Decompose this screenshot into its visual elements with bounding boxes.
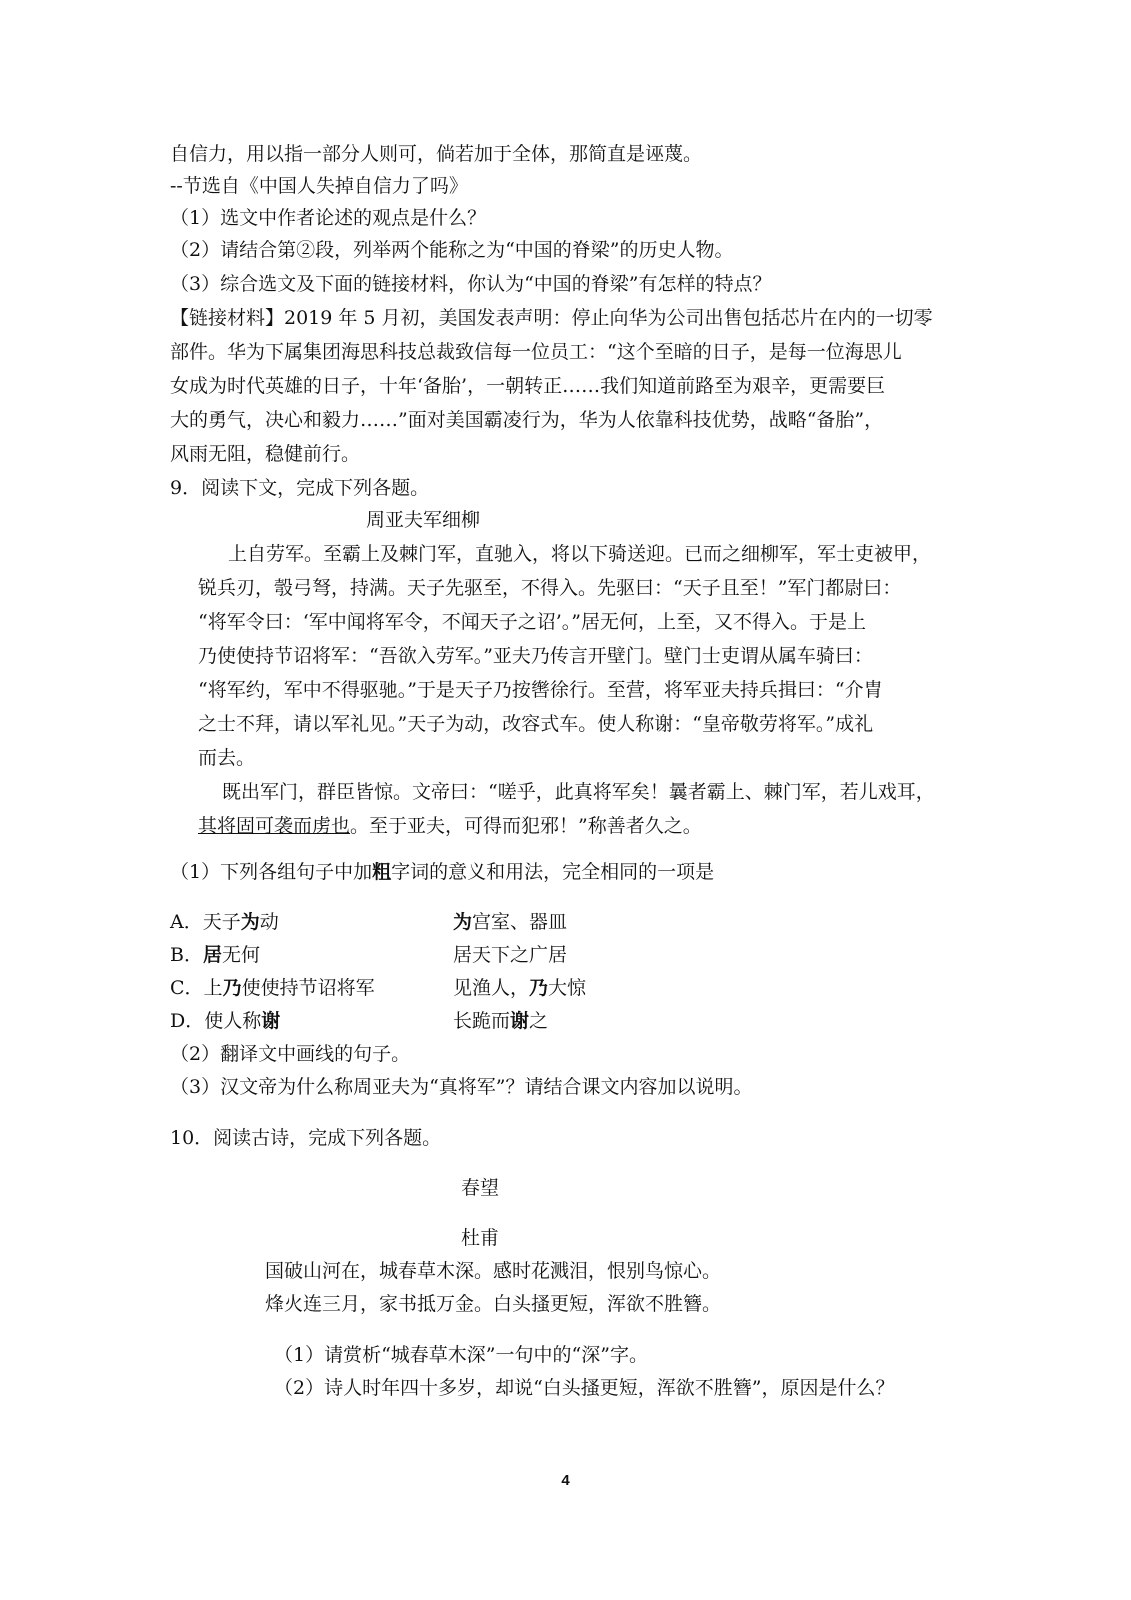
passage-line: “将军令曰：‘军中闻将军令，不闻天子之诏’。”居无何，上至，又不得入。于是上: [198, 611, 867, 633]
poem-line: 烽火连三月，家书抵万金。白头搔更短，浑欲不胜簪。: [265, 1293, 722, 1315]
option-label: C．: [170, 977, 204, 999]
underlined-sentence: 其将固可袭而虏也: [198, 815, 351, 837]
link-material-line: 【链接材料】2019 年 5 月初，美国发表声明：停止向华为公司出售包括芯片在内的一切零: [170, 307, 933, 329]
bold-word: 谢: [510, 1010, 530, 1032]
option-text: 无何: [221, 944, 260, 966]
question-10-1: （1）请赏析“城春草木深”一句中的“深”字。: [274, 1344, 648, 1366]
question-10-heading: 10．阅读古诗，完成下列各题。: [170, 1127, 442, 1149]
bold-word: 乃: [222, 977, 242, 999]
passage-line: 锐兵刃，彀弓弩，持满。天子先驱至，不得入。先驱曰：“天子且至！”军门都尉曰：: [198, 577, 902, 599]
option-text: 上: [203, 977, 223, 999]
option-b: [170, 943, 260, 967]
bold-word: 居: [202, 944, 222, 966]
option-text: 见渔人，: [453, 977, 530, 999]
source-line: --节选自《中国人失掉自信力了吗》: [170, 175, 468, 197]
option-a-compare: [453, 910, 567, 934]
question-9-2: （2）翻译文中画线的句子。: [170, 1043, 411, 1065]
bold-marker: 粗: [372, 861, 392, 883]
passage-line: 之士不拜，请以军礼见。”天子为动，改容式车。使人称谢：“皇帝敬劳将军。”成礼: [198, 713, 874, 735]
link-material-line: 大的勇气，决心和毅力……”面对美国霸凌行为，华为人依靠科技优势，战略“备胎”，: [170, 409, 884, 431]
option-d-compare: [453, 1009, 548, 1033]
option-text: 居天下之广居: [453, 944, 568, 966]
question-8-1: （1）选文中作者论述的观点是什么？: [170, 207, 487, 229]
bold-word: 乃: [529, 977, 549, 999]
option-text: 天子: [202, 911, 241, 933]
link-material-line: 部件。华为下属集团海思科技总裁致信每一位员工：“这个至暗的日子，是每一位海思儿: [170, 341, 902, 363]
link-material-line: 女成为时代英雄的日子，十年‘备胎’，一朝转正……我们知道前路至为艰辛，更需要巨: [170, 375, 886, 397]
poem-author: 杜甫: [461, 1227, 500, 1249]
option-text: 大惊: [548, 977, 587, 999]
passage-line: [198, 814, 702, 838]
option-c-compare: [453, 976, 586, 1000]
option-label: A．: [170, 911, 203, 933]
poem-line: 国破山河在，城春草木深。感时花溅泪，恨别鸟惊心。: [265, 1260, 722, 1282]
text-line: 自信力，用以指一部分人则可，倘若加于全体，那简直是诬蔑。: [170, 143, 703, 165]
bold-word: 谢: [261, 1010, 281, 1032]
passage-line: 乃使使持节诏将军：“吾欲入劳军。”亚夫乃传言开壁门。壁门士吏谓从属车骑曰：: [198, 645, 873, 667]
question-9-1: [170, 860, 714, 884]
passage-line: 既出军门，群臣皆惊。文帝曰：“嗟乎，此真将军矣！曩者霸上、棘门军，若儿戏耳，: [222, 781, 935, 803]
option-b-compare: [453, 943, 567, 967]
passage-line: 上自劳军。至霸上及棘门军，直驰入，将以下骑送迎。已而之细柳军，军士吏被甲，: [228, 543, 932, 565]
option-text: 宫室、器皿: [472, 911, 568, 933]
option-d: [170, 1009, 280, 1033]
question-9-3: （3）汉文帝为什么称周亚夫为“真将军”？请结合课文内容加以说明。: [170, 1076, 753, 1098]
passage-title: 周亚夫军细柳: [366, 509, 481, 531]
page-number: 4: [561, 1472, 570, 1489]
question-8-3: （3）综合选文及下面的链接材料，你认为“中国的脊梁”有怎样的特点？: [170, 273, 772, 295]
option-text: 使使持节诏将军: [241, 977, 375, 999]
bold-word: 为: [240, 911, 260, 933]
passage-text: 。至于亚夫，可得而犯邪！”称善者久之。: [350, 815, 702, 837]
question-text: （1）下列各组句子中加: [170, 861, 373, 883]
bold-word: 为: [453, 911, 473, 933]
question-10-2: （2）诗人时年四十多岁，却说“白头搔更短，浑欲不胜簪”，原因是什么？: [274, 1377, 895, 1399]
poem-title: 春望: [461, 1177, 500, 1199]
option-a: [170, 910, 279, 934]
option-text: 之: [529, 1010, 549, 1032]
option-text: 动: [259, 911, 279, 933]
option-label: D．: [170, 1010, 205, 1032]
option-text: 长跪而: [453, 1010, 511, 1032]
option-c: [170, 976, 375, 1000]
link-material-line: 风雨无阻，稳健前行。: [170, 443, 361, 465]
passage-line: 而去。: [198, 747, 256, 769]
question-8-2: （2）请结合第②段，列举两个能称之为“中国的脊梁”的历史人物。: [170, 239, 734, 261]
question-text: 字词的意义和用法，完全相同的一项是: [391, 861, 715, 883]
option-text: 使人称: [204, 1010, 262, 1032]
option-label: B．: [170, 944, 203, 966]
question-9-heading: 9．阅读下文，完成下列各题。: [170, 477, 430, 499]
passage-line: “将军约，军中不得驱驰。”于是天子乃按辔徐行。至营，将军亚夫持兵揖曰：“介胄: [198, 679, 883, 701]
